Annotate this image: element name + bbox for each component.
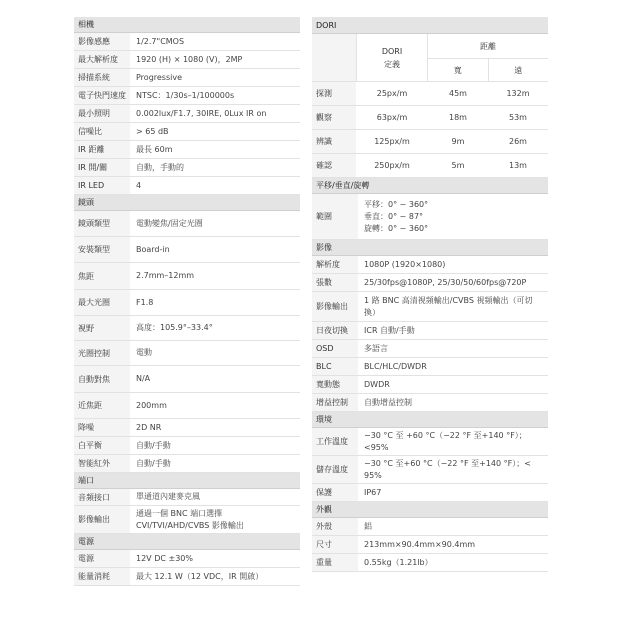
spec-label: 影像輸出 bbox=[312, 292, 358, 321]
dori-label: 觀察 bbox=[312, 106, 356, 129]
spec-row bbox=[312, 274, 548, 292]
spec-label: 近焦距 bbox=[74, 393, 130, 418]
spec-row bbox=[312, 394, 548, 412]
spec-value: BLC/HLC/DWDR bbox=[364, 361, 427, 371]
spec-label: IR LED bbox=[74, 177, 130, 194]
dori-tele-value: 26m bbox=[509, 137, 527, 146]
spec-label: OSD bbox=[312, 340, 358, 357]
spec-value: 單通道內建麥克風 bbox=[136, 492, 200, 501]
section-header: 外觀 bbox=[312, 502, 548, 518]
spec-label: 解析度 bbox=[312, 256, 358, 273]
spec-label: 日夜切換 bbox=[312, 322, 358, 339]
section-header: 端口 bbox=[74, 473, 300, 489]
spec-row bbox=[74, 419, 300, 437]
spec-table-right bbox=[312, 17, 548, 572]
spec-value: IP67 bbox=[364, 487, 382, 497]
section-header: 鏡頭 bbox=[74, 195, 300, 211]
spec-value: 平移：0° ~ 360° 垂直：0° ~ 87° 旋轉：0° ~ 360° bbox=[364, 199, 429, 233]
dori-definition-header: DORI 定義 bbox=[356, 34, 428, 81]
dori-wide-value: 5m bbox=[451, 161, 465, 170]
spec-label: 鏡頭類型 bbox=[74, 211, 130, 236]
spec-value: 最大 12.1 W（12 VDC，IR 開啟） bbox=[136, 571, 264, 581]
dori-label: 辨識 bbox=[312, 130, 356, 153]
spec-row bbox=[312, 518, 548, 536]
spec-label: 儲存溫度 bbox=[312, 456, 358, 483]
dori-row bbox=[312, 82, 548, 106]
spec-value: 通過一個 BNC 端口選擇 CVI/TVI/AHD/CVBS 影像輸出 bbox=[136, 508, 244, 530]
spec-label: 智能紅外 bbox=[74, 455, 130, 472]
spec-value: > 65 dB bbox=[136, 126, 169, 136]
spec-label: 張數 bbox=[312, 274, 358, 291]
spec-label: 保護 bbox=[312, 484, 358, 501]
section-header: 環境 bbox=[312, 412, 548, 428]
spec-label: 影像輸出 bbox=[74, 506, 130, 533]
dori-header bbox=[312, 34, 548, 82]
spec-label: 焦距 bbox=[74, 263, 130, 289]
spec-label: 電子快門速度 bbox=[74, 87, 130, 104]
dori-row bbox=[312, 154, 548, 178]
spec-value: 0.55kg（1.21lb） bbox=[364, 557, 433, 567]
section-header: 電源 bbox=[74, 534, 300, 550]
dori-def-value: 25px/m bbox=[376, 89, 408, 98]
spec-label: 白平衡 bbox=[74, 437, 130, 454]
spec-row bbox=[74, 341, 300, 366]
spec-label: 信噪比 bbox=[74, 123, 130, 140]
spec-row bbox=[312, 428, 548, 456]
dori-def-value: 125px/m bbox=[374, 137, 410, 146]
spec-row bbox=[74, 316, 300, 341]
spec-value: 1/2.7"CMOS bbox=[136, 36, 185, 46]
spec-value: 自動/手動 bbox=[136, 458, 171, 468]
spec-value: 自動/手動 bbox=[136, 440, 171, 450]
spec-label: 範圍 bbox=[312, 194, 358, 239]
spec-label: 視野 bbox=[74, 316, 130, 340]
spec-row bbox=[74, 506, 300, 534]
spec-row bbox=[312, 194, 548, 240]
spec-value: F1.8 bbox=[136, 297, 154, 307]
spec-value: 高度：105.9°–33.4° bbox=[136, 323, 213, 332]
spec-label: 自動對焦 bbox=[74, 366, 130, 392]
spec-label: IR 開/關 bbox=[74, 159, 130, 176]
spec-row bbox=[312, 292, 548, 322]
spec-row bbox=[312, 484, 548, 502]
dori-wide-value: 18m bbox=[449, 113, 467, 122]
spec-row bbox=[74, 177, 300, 195]
spec-value: Progressive bbox=[136, 72, 183, 82]
spec-label: 最大光圈 bbox=[74, 290, 130, 315]
dori-tele-value: 13m bbox=[509, 161, 527, 170]
spec-row bbox=[74, 393, 300, 419]
section-header-dori: DORI bbox=[312, 17, 548, 34]
spec-row bbox=[74, 263, 300, 290]
spec-value: 多語言 bbox=[364, 343, 388, 353]
spec-value: 最長 60m bbox=[136, 144, 173, 154]
spec-label: 最小照明 bbox=[74, 105, 130, 122]
spec-value: 200mm bbox=[136, 400, 167, 410]
spec-row bbox=[74, 87, 300, 105]
spec-row bbox=[312, 456, 548, 484]
spec-value: 1080P (1920×1080) bbox=[364, 259, 446, 269]
spec-label: 安裝類型 bbox=[74, 237, 130, 262]
spec-value: ICR 自動/手動 bbox=[364, 325, 415, 335]
spec-label: 寬動態 bbox=[312, 376, 358, 393]
spec-value: 鋁 bbox=[364, 521, 372, 531]
spec-row bbox=[74, 437, 300, 455]
spec-label: 影像感應 bbox=[74, 33, 130, 50]
tele-label: 遠 bbox=[514, 65, 523, 75]
dori-label: 確認 bbox=[312, 154, 356, 177]
spec-row bbox=[74, 69, 300, 87]
spec-value: 1920 (H) × 1080 (V)，2MP bbox=[136, 54, 243, 64]
spec-row bbox=[74, 123, 300, 141]
spec-value: −30 °C 至 +60 °C（−22 °F 至+140 °F）；<95% bbox=[364, 430, 527, 452]
spec-value: 自動，手動的 bbox=[136, 162, 184, 172]
spec-row bbox=[74, 105, 300, 123]
spec-value: 1 路 BNC 高清視頻輸出/CVBS 視頻輸出（可切換） bbox=[364, 295, 533, 317]
spec-label: 掃描系統 bbox=[74, 69, 130, 86]
section-header: 平移/垂直/旋轉 bbox=[312, 178, 548, 194]
dori-label: 探測 bbox=[312, 82, 356, 105]
spec-label: 最大解析度 bbox=[74, 51, 130, 68]
spec-label: 尺寸 bbox=[312, 536, 358, 553]
spec-row bbox=[74, 33, 300, 51]
spec-row bbox=[312, 256, 548, 274]
spec-table-left bbox=[74, 17, 300, 586]
spec-label: IR 距離 bbox=[74, 141, 130, 158]
dori-def-value: 250px/m bbox=[374, 161, 410, 170]
spec-value: N/A bbox=[136, 374, 151, 383]
dori-wide-value: 9m bbox=[451, 137, 465, 146]
section-header: 影像 bbox=[312, 240, 548, 256]
spec-value: 2D NR bbox=[136, 422, 162, 432]
spec-value: 0.002lux/F1.7, 30IRE, 0Lux IR on bbox=[136, 108, 267, 118]
section-header: 相機 bbox=[74, 17, 300, 33]
spec-value: NTSC：1/30s–1/100000s bbox=[136, 90, 235, 100]
dori-distance-header bbox=[428, 34, 548, 81]
spec-row bbox=[312, 376, 548, 394]
spec-row bbox=[74, 366, 300, 393]
dori-row bbox=[312, 130, 548, 154]
spec-row bbox=[74, 237, 300, 263]
spec-value: 4 bbox=[136, 180, 142, 190]
dori-tele-value: 53m bbox=[509, 113, 527, 122]
dori-wide-value: 45m bbox=[449, 89, 467, 98]
spec-row bbox=[312, 536, 548, 554]
spec-value: Board-in bbox=[136, 244, 170, 254]
spec-label: 光圈控制 bbox=[74, 341, 130, 365]
spec-row bbox=[312, 322, 548, 340]
spec-row bbox=[74, 290, 300, 316]
spec-label: BLC bbox=[312, 358, 358, 375]
spec-label: 外殼 bbox=[312, 518, 358, 535]
wide-label: 寬 bbox=[428, 59, 489, 81]
spec-row bbox=[74, 455, 300, 473]
spec-label: 重量 bbox=[312, 554, 358, 571]
spec-value: 電動變焦/固定光圈 bbox=[136, 218, 203, 228]
spec-value: −30 °C 至+60 °C（−22 °F 至+140 °F）；< 95% bbox=[364, 458, 531, 480]
spec-label: 增益控制 bbox=[312, 394, 358, 411]
spec-label: 工作溫度 bbox=[312, 428, 358, 455]
spec-value: 電動 bbox=[136, 348, 152, 357]
dori-corner bbox=[312, 34, 356, 81]
spec-label: 音頻接口 bbox=[74, 489, 130, 505]
dori-def-value: 63px/m bbox=[376, 113, 408, 122]
spec-row bbox=[74, 211, 300, 237]
spec-value: 2.7mm–12mm bbox=[136, 271, 195, 280]
dori-row bbox=[312, 106, 548, 130]
spec-value: 25/30fps@1080P, 25/30/50/60fps@720P bbox=[364, 277, 527, 287]
spec-value: 12V DC ±30% bbox=[136, 553, 193, 563]
spec-row bbox=[312, 554, 548, 572]
spec-row bbox=[312, 358, 548, 376]
spec-row bbox=[74, 489, 300, 506]
spec-label: 降噪 bbox=[74, 419, 130, 436]
spec-value: 213mm×90.4mm×90.4mm bbox=[364, 539, 476, 549]
spec-row bbox=[74, 550, 300, 568]
distance-label: 距離 bbox=[428, 34, 548, 59]
spec-row bbox=[74, 568, 300, 586]
spec-label: 能量消耗 bbox=[74, 568, 130, 585]
spec-row bbox=[312, 340, 548, 358]
spec-value: 自動增益控制 bbox=[364, 397, 412, 407]
spec-label: 電源 bbox=[74, 550, 130, 567]
spec-row bbox=[74, 51, 300, 69]
spec-value: DWDR bbox=[364, 379, 390, 389]
dori-tele-value: 132m bbox=[506, 89, 530, 98]
spec-row bbox=[74, 159, 300, 177]
spec-row bbox=[74, 141, 300, 159]
